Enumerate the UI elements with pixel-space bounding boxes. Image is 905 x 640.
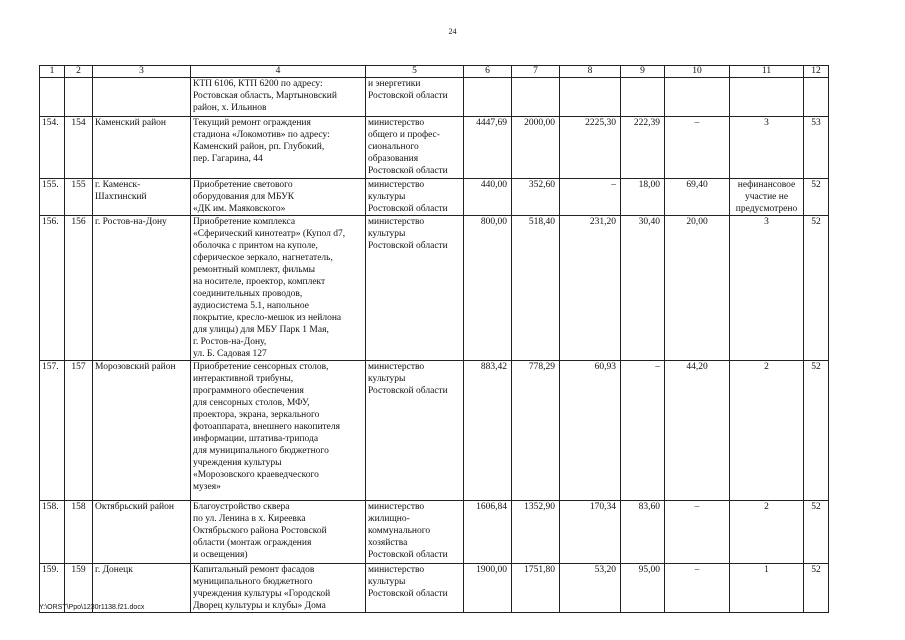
- table-cell: 170,34: [560, 501, 621, 564]
- table-cell: 155.: [40, 179, 65, 216]
- table-cell: 159: [65, 564, 93, 613]
- table-cell: 60,93: [560, 361, 621, 501]
- table-row: [40, 361, 829, 501]
- table-cell: –: [560, 179, 621, 216]
- table-cell: 52: [804, 216, 829, 361]
- table-cell: Приобретение комплекса «Сферический кинотеатр» (Купол d7, оболочка с принтом на куполе, сферическое зеркало, нагнетатель, ремонтный комплект, фильмы на носителе, проектор, комплект соединительных проводов, аудиосистема 5.1, напольное покрытие, кресло-мешок из нейлона для улицы) для МБУ Парк 1 Мая, г. Ростов-на-Дону, ул. Б. Садовая 127: [191, 216, 366, 361]
- header-cell: 10: [665, 66, 730, 78]
- table-cell: 4447,69: [464, 117, 512, 179]
- header-cell: 12: [804, 66, 829, 78]
- header-cell: 11: [730, 66, 804, 78]
- table-cell: 52: [804, 179, 829, 216]
- table-cell: [512, 78, 560, 117]
- table-cell: КТП 6106, КТП 6200 по адресу: Ростовская область, Мартыновский район, х. Ильинов: [191, 78, 366, 117]
- table-cell: Благоустройство сквера по ул. Ленина в х. Киреевка Октябрьского района Ростовской области (монтаж ограждения и освещения): [191, 501, 366, 564]
- table-cell: Капитальный ремонт фасадов муниципального бюджетного учреждения культуры «Городской Дворец культуры и клубы» Дома: [191, 564, 366, 613]
- table-cell: Морозовский район: [93, 361, 191, 501]
- table-cell: г. Донецк: [93, 564, 191, 613]
- table-cell: 53: [804, 117, 829, 179]
- table-row: [40, 501, 829, 564]
- table-cell: 883,42: [464, 361, 512, 501]
- header-cell: 8: [560, 66, 621, 78]
- table-cell: –: [621, 361, 665, 501]
- table-cell: Текущий ремонт ограждения стадиона «Локомотив» по адресу: Каменский район, рп. Глубокий, пер. Гагарина, 44: [191, 117, 366, 179]
- table-cell: 52: [804, 361, 829, 501]
- table-cell: [93, 78, 191, 117]
- table-cell: 1606,84: [464, 501, 512, 564]
- header-cell: 2: [65, 66, 93, 78]
- table-cell: министерство культуры Ростовской области: [366, 179, 464, 216]
- table-row: [40, 117, 829, 179]
- table-cell: 156: [65, 216, 93, 361]
- table-cell: министерство культуры Ростовской области: [366, 216, 464, 361]
- table-cell: нефинансовое участие не предусмотрено: [730, 179, 804, 216]
- table-cell: 1352,90: [512, 501, 560, 564]
- table-cell: министерство общего и профес- сионального образования Ростовской области: [366, 117, 464, 179]
- header-row: [40, 66, 829, 78]
- header-cell: 7: [512, 66, 560, 78]
- table-cell: 157: [65, 361, 93, 501]
- table-cell: –: [665, 501, 730, 564]
- table-cell: 155: [65, 179, 93, 216]
- table-cell: 52: [804, 501, 829, 564]
- projects-table: [39, 65, 829, 613]
- table-cell: 1751,80: [512, 564, 560, 613]
- table-cell: 2: [730, 501, 804, 564]
- table-cell: 20,00: [665, 216, 730, 361]
- table-cell: 157.: [40, 361, 65, 501]
- table-cell: 778,29: [512, 361, 560, 501]
- table-cell: 1900,00: [464, 564, 512, 613]
- table-cell: г. Каменск- Шахтинский: [93, 179, 191, 216]
- table-cell: 231,20: [560, 216, 621, 361]
- table-cell: 2: [730, 361, 804, 501]
- table-cell: [804, 78, 829, 117]
- page-number: 24: [448, 27, 457, 36]
- table-cell: –: [665, 564, 730, 613]
- table-cell: 158.: [40, 501, 65, 564]
- table-cell: 30,40: [621, 216, 665, 361]
- table-cell: 95,00: [621, 564, 665, 613]
- table-cell: 156.: [40, 216, 65, 361]
- table-cell: министерство культуры Ростовской области: [366, 361, 464, 501]
- table-cell: г. Ростов-на-Дону: [93, 216, 191, 361]
- table-row: [40, 179, 829, 216]
- table-cell: [730, 78, 804, 117]
- table-cell: 352,60: [512, 179, 560, 216]
- table-cell: министерство жилищно- коммунального хозяйства Ростовской области: [366, 501, 464, 564]
- table-cell: 18,00: [621, 179, 665, 216]
- table-row: [40, 78, 829, 117]
- header-cell: 5: [366, 66, 464, 78]
- table-row: [40, 564, 829, 613]
- table-cell: 53,20: [560, 564, 621, 613]
- table-cell: [621, 78, 665, 117]
- header-cell: 1: [40, 66, 65, 78]
- table-cell: [560, 78, 621, 117]
- table-cell: [65, 78, 93, 117]
- table-cell: –: [665, 117, 730, 179]
- table-cell: 44,20: [665, 361, 730, 501]
- table-cell: 158: [65, 501, 93, 564]
- table-cell: [464, 78, 512, 117]
- table-cell: 440,00: [464, 179, 512, 216]
- table-cell: Каменский район: [93, 117, 191, 179]
- header-cell: 6: [464, 66, 512, 78]
- header-cell: 3: [93, 66, 191, 78]
- table-cell: 2225,30: [560, 117, 621, 179]
- table-cell: 1: [730, 564, 804, 613]
- file-path-footer: Y:\ORST\Ppo\1230r1138.f21.docx: [39, 604, 145, 611]
- table-cell: Приобретение сенсорных столов, интерактивной трибуны, программного обеспечения для сенсорных столов, МФУ, проектора, экрана, зеркального фотоаппарата, внешнего накопителя информации, штатива-трипода для муниципального бюджетного учреждения культуры «Морозовского краеведческого музея»: [191, 361, 366, 501]
- table-cell: министерство культуры Ростовской области: [366, 564, 464, 613]
- header-cell: 4: [191, 66, 366, 78]
- header-cell: 9: [621, 66, 665, 78]
- table-cell: 518,40: [512, 216, 560, 361]
- table-cell: 3: [730, 117, 804, 179]
- table-cell: [665, 78, 730, 117]
- table-cell: 3: [730, 216, 804, 361]
- table-cell: 2000,00: [512, 117, 560, 179]
- table-cell: 52: [804, 564, 829, 613]
- table-row: [40, 216, 829, 361]
- table-cell: 154.: [40, 117, 65, 179]
- table-cell: 800,00: [464, 216, 512, 361]
- table-cell: Приобретение светового оборудования для МБУК «ДК им. Маяковского»: [191, 179, 366, 216]
- table-cell: и энергетики Ростовской области: [366, 78, 464, 117]
- table-cell: Октябрьский район: [93, 501, 191, 564]
- table-cell: 222,39: [621, 117, 665, 179]
- table-cell: 154: [65, 117, 93, 179]
- table-cell: 83,60: [621, 501, 665, 564]
- table-cell: 69,40: [665, 179, 730, 216]
- table-cell: 159.: [40, 564, 65, 613]
- table-cell: [40, 78, 65, 117]
